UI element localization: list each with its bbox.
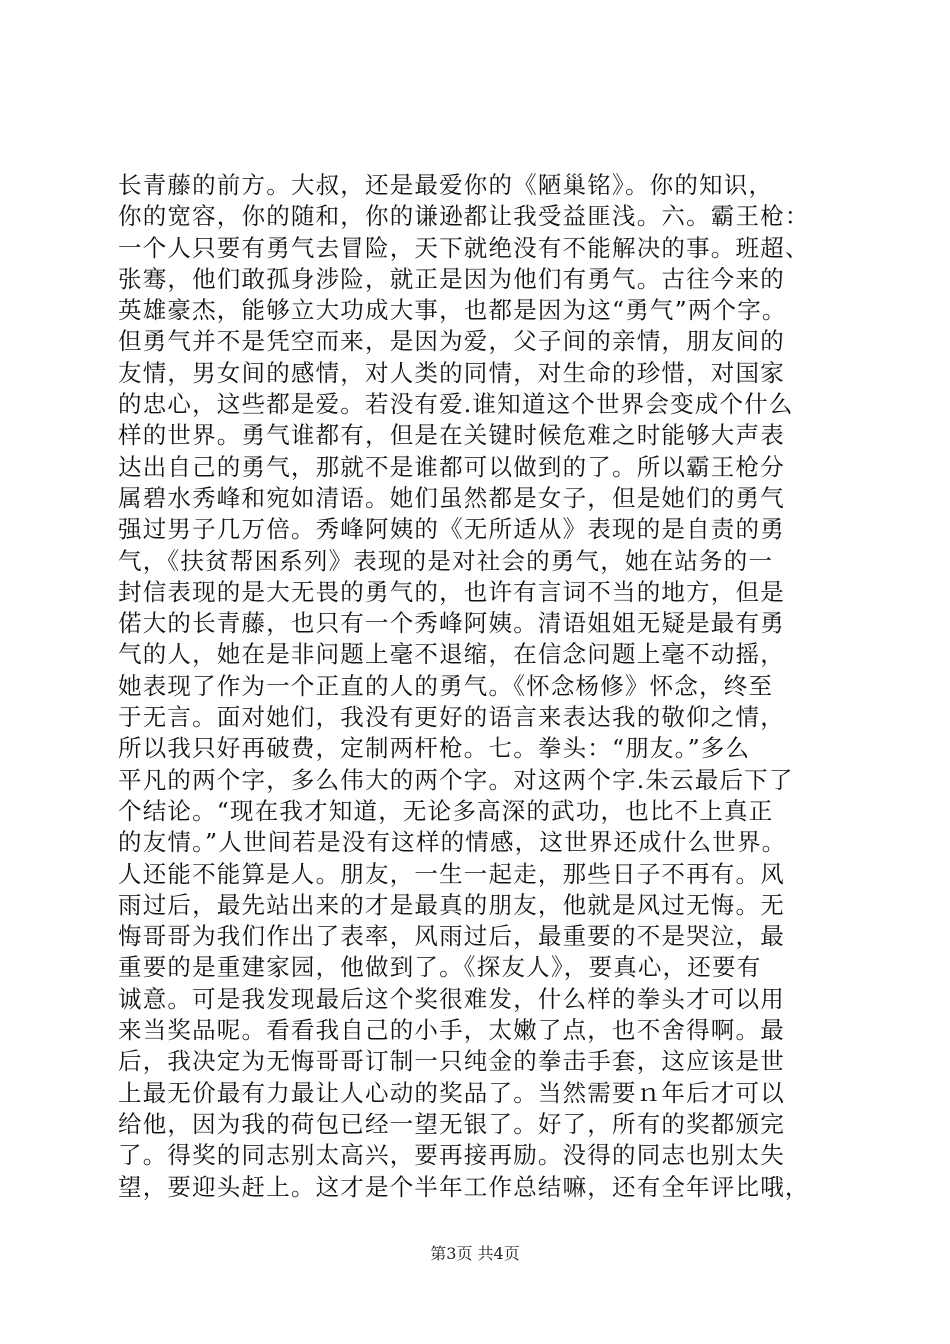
body-text	[118, 170, 830, 1203]
text-line: 人还能不能算是人。朋友，一生一起走，那些日子不再有。风	[118, 859, 785, 888]
page-number: 第3页 共4页	[430, 1244, 520, 1263]
text-line: 偌大的长青藤，也只有一个秀峰阿姨。清语姐姐无疑是最有勇	[118, 609, 785, 638]
text-line: 所以我只好再破费，定制两杆枪。七。拳头：“朋友。”多么	[118, 734, 751, 763]
text-line: 个结论。“现在我才知道，无论多高深的武功，也比不上真正	[118, 796, 774, 825]
text-line: 悔哥哥为我们作出了表率，风雨过后，最重要的不是哭泣，最	[118, 922, 785, 951]
text-line: 样的世界。勇气谁都有，但是在关键时候危难之时能够大声表	[118, 421, 785, 450]
page-footer	[0, 1244, 950, 1264]
text-line: 上最无价最有力最让人心动的奖品了。当然需要ｎ年后才可以	[118, 1078, 785, 1107]
text-line: 后，我决定为无悔哥哥订制一只纯金的拳击手套，这应该是世	[118, 1047, 785, 1076]
text-line: 雨过后，最先站出来的才是最真的朋友，他就是风过无悔。无	[118, 890, 785, 919]
text-line: 属碧水秀峰和宛如清语。她们虽然都是女子，但是她们的勇气	[118, 483, 785, 512]
text-line: 她表现了作为一个正直的人的勇气。《怀念杨修》怀念，终至	[118, 671, 774, 700]
text-line: 一个人只要有勇气去冒险，天下就绝没有不能解决的事。班超、	[118, 233, 810, 262]
text-line: 了。得奖的同志别太高兴，要再接再励。没得的同志也别太失	[118, 1141, 785, 1170]
text-line: 望，要迎头赶上。这才是个半年工作总结嘛，还有全年评比哦，	[118, 1172, 810, 1201]
text-line: 给他，因为我的荷包已经一望无银了。好了，所有的奖都颁完	[118, 1109, 785, 1138]
text-line: 封信表现的是大无畏的勇气的，也许有言词不当的地方，但是	[118, 577, 785, 606]
text-line: 气，《扶贫帮困系列》表现的是对社会的勇气，她在站务的一	[118, 546, 774, 575]
text-line: 长青藤的前方。大叔，还是最爱你的《陋巢铭》。你的知识，	[118, 171, 774, 199]
text-line: 但勇气并不是凭空而来，是因为爱，父子间的亲情，朋友间的	[118, 327, 785, 356]
text-line: 重要的是重建家园，他做到了。《探友人》，要真心，还要有	[118, 953, 762, 982]
text-line: 的友情。”人世间若是没有这样的情感，这世界还成什么世界。	[118, 828, 787, 857]
text-line: 来当奖品呢。看看我自己的小手，太嫩了点，也不舍得啊。最	[118, 1016, 785, 1045]
text-line: 你的宽容，你的随和，你的谦逊都让我受益匪浅。六。霸王枪：	[118, 202, 810, 231]
text-line: 达出自己的勇气，那就不是谁都可以做到的了。所以霸王枪分	[118, 452, 785, 481]
text-line: 的忠心，这些都是爱。若没有爱.谁知道这个世界会变成个什么	[118, 390, 794, 419]
text-line: 强过男子几万倍。秀峰阿姨的《无所适从》表现的是自责的勇	[118, 515, 785, 544]
text-line: 平凡的两个字，多么伟大的两个字。对这两个字.朱云最后下了	[118, 765, 794, 794]
text-line: 友情，男女间的感情，对人类的同情，对生命的珍惜，对国家	[118, 358, 785, 387]
text-line: 气的人，她在是非问题上毫不退缩，在信念问题上毫不动摇，	[118, 640, 785, 669]
text-line: 诚意。可是我发现最后这个奖很难发，什么样的拳头才可以用	[118, 984, 785, 1013]
text-line: 张骞，他们敢孤身涉险，就正是因为他们有勇气。古往今来的	[118, 264, 785, 293]
text-line: 于无言。面对她们，我没有更好的语言来表达我的敬仰之情，	[118, 703, 785, 732]
text-line: 英雄豪杰，能够立大功成大事，也都是因为这“勇气”两个字。	[118, 296, 787, 325]
